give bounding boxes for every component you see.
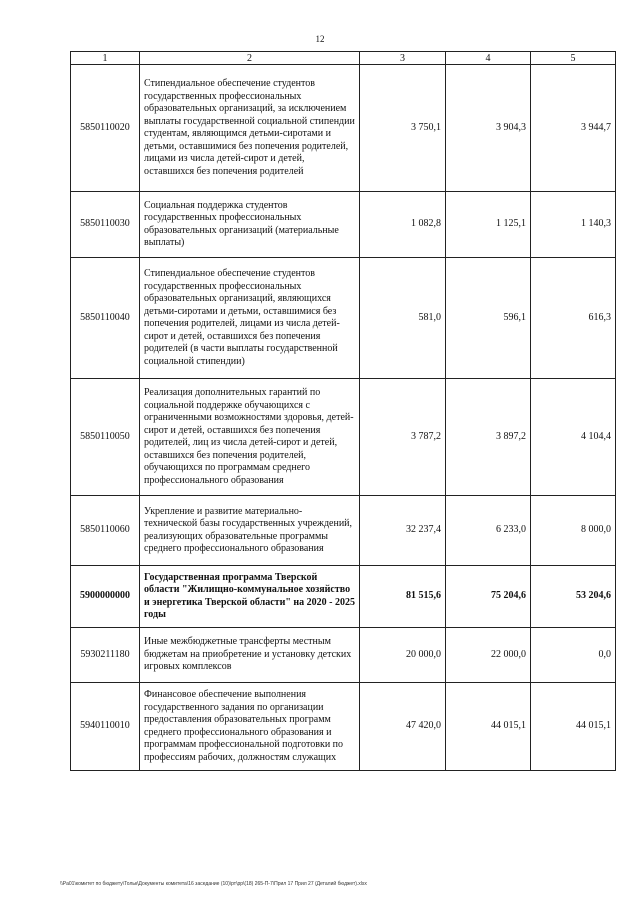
row-value-col5: 53 204,6 (531, 566, 616, 628)
file-path-footer: \\Pa01\комитет по бюджету\Тольк\Документы комитета\16 заседание (10)\рт\рр\(18) 265-П-7\Прил 17 Прил 27 (Деталий бюджет).xlsx (60, 881, 367, 887)
row-code: 5850110040 (71, 258, 140, 379)
table-row (71, 496, 616, 566)
row-name: Стипендиальное обеспечение студентов государственных профессиональных образовательных организаций, являющихся детьми-сиротами и детьми, оставшимися без попечения родителей, лицами из числа детей-сирот и детей, оставшихся без попечения родителей (в части выплаты государственной социальной стипендии) (140, 258, 360, 379)
row-value-col5: 616,3 (531, 258, 616, 379)
table-row (71, 65, 616, 192)
table-row (71, 683, 616, 771)
row-value-col4: 1 125,1 (446, 192, 531, 258)
row-value-col5: 3 944,7 (531, 65, 616, 192)
row-value-col3: 20 000,0 (360, 628, 446, 683)
row-value-col3: 47 420,0 (360, 683, 446, 771)
row-value-col4: 6 233,0 (446, 496, 531, 566)
row-value-col5: 44 015,1 (531, 683, 616, 771)
row-value-col3: 581,0 (360, 258, 446, 379)
row-value-col3: 1 082,8 (360, 192, 446, 258)
row-value-col4: 22 000,0 (446, 628, 531, 683)
table-row (71, 628, 616, 683)
row-name: Реализация дополнительных гарантий по социальной поддержке обучающихся с ограниченными возможностями здоровья, детей-сирот и детей, оставшихся без попечения родителей, лиц из числа детей-сирот и детей, оставшихся без попечения родителей, обучающихся по программам среднего профессионального образования (140, 379, 360, 496)
row-name: Иные межбюджетные трансферты местным бюджетам на приобретение и установку детских игровых комплексов (140, 628, 360, 683)
row-value-col4: 44 015,1 (446, 683, 531, 771)
row-code: 5930211180 (71, 628, 140, 683)
table-row (71, 566, 616, 628)
row-value-col5: 8 000,0 (531, 496, 616, 566)
column-header: 5 (531, 52, 616, 65)
row-value-col4: 3 897,2 (446, 379, 531, 496)
row-value-col3: 32 237,4 (360, 496, 446, 566)
column-header: 3 (360, 52, 446, 65)
row-name: Стипендиальное обеспечение студентов государственных профессиональных образовательных организаций, за исключением выплаты государственной социальной стипендии студентам, являющимся детьми-сиротами и детьми, оставшимися без попечения родителей, лицами из числа детей-сирот и детей, оставшихся без попечения родителей (140, 65, 360, 192)
row-code: 5940110010 (71, 683, 140, 771)
budget-table (70, 51, 616, 771)
row-value-col5: 1 140,3 (531, 192, 616, 258)
table-header-row (71, 52, 616, 65)
row-value-col3: 81 515,6 (360, 566, 446, 628)
table-row (71, 192, 616, 258)
column-header: 1 (71, 52, 140, 65)
row-value-col5: 0,0 (531, 628, 616, 683)
column-header: 2 (140, 52, 360, 65)
row-value-col3: 3 750,1 (360, 65, 446, 192)
row-value-col4: 3 904,3 (446, 65, 531, 192)
table-row (71, 258, 616, 379)
row-value-col3: 3 787,2 (360, 379, 446, 496)
row-value-col4: 596,1 (446, 258, 531, 379)
row-code: 5900000000 (71, 566, 140, 628)
page-number: 12 (315, 34, 325, 44)
row-name: Финансовое обеспечение выполнения государственного задания по организации предоставления образовательных программ среднего профессионального образования и программам профессиональной подготовки по профессиям рабочих, должностям служащих (140, 683, 360, 771)
row-name: Укрепление и развитие материально-технической базы государственных учреждений, реализующих образовательные программы среднего профессионального образования (140, 496, 360, 566)
row-code: 5850110020 (71, 65, 140, 192)
row-value-col4: 75 204,6 (446, 566, 531, 628)
row-code: 5850110030 (71, 192, 140, 258)
row-name: Социальная поддержка студентов государственных профессиональных образовательных организаций (материальные выплаты) (140, 192, 360, 258)
row-name: Государственная программа Тверской области "Жилищно-коммунальное хозяйство и энергетика Тверской области" на 2020 - 2025 годы (140, 566, 360, 628)
column-header: 4 (446, 52, 531, 65)
row-code: 5850110060 (71, 496, 140, 566)
row-code: 5850110050 (71, 379, 140, 496)
table-row (71, 379, 616, 496)
row-value-col5: 4 104,4 (531, 379, 616, 496)
